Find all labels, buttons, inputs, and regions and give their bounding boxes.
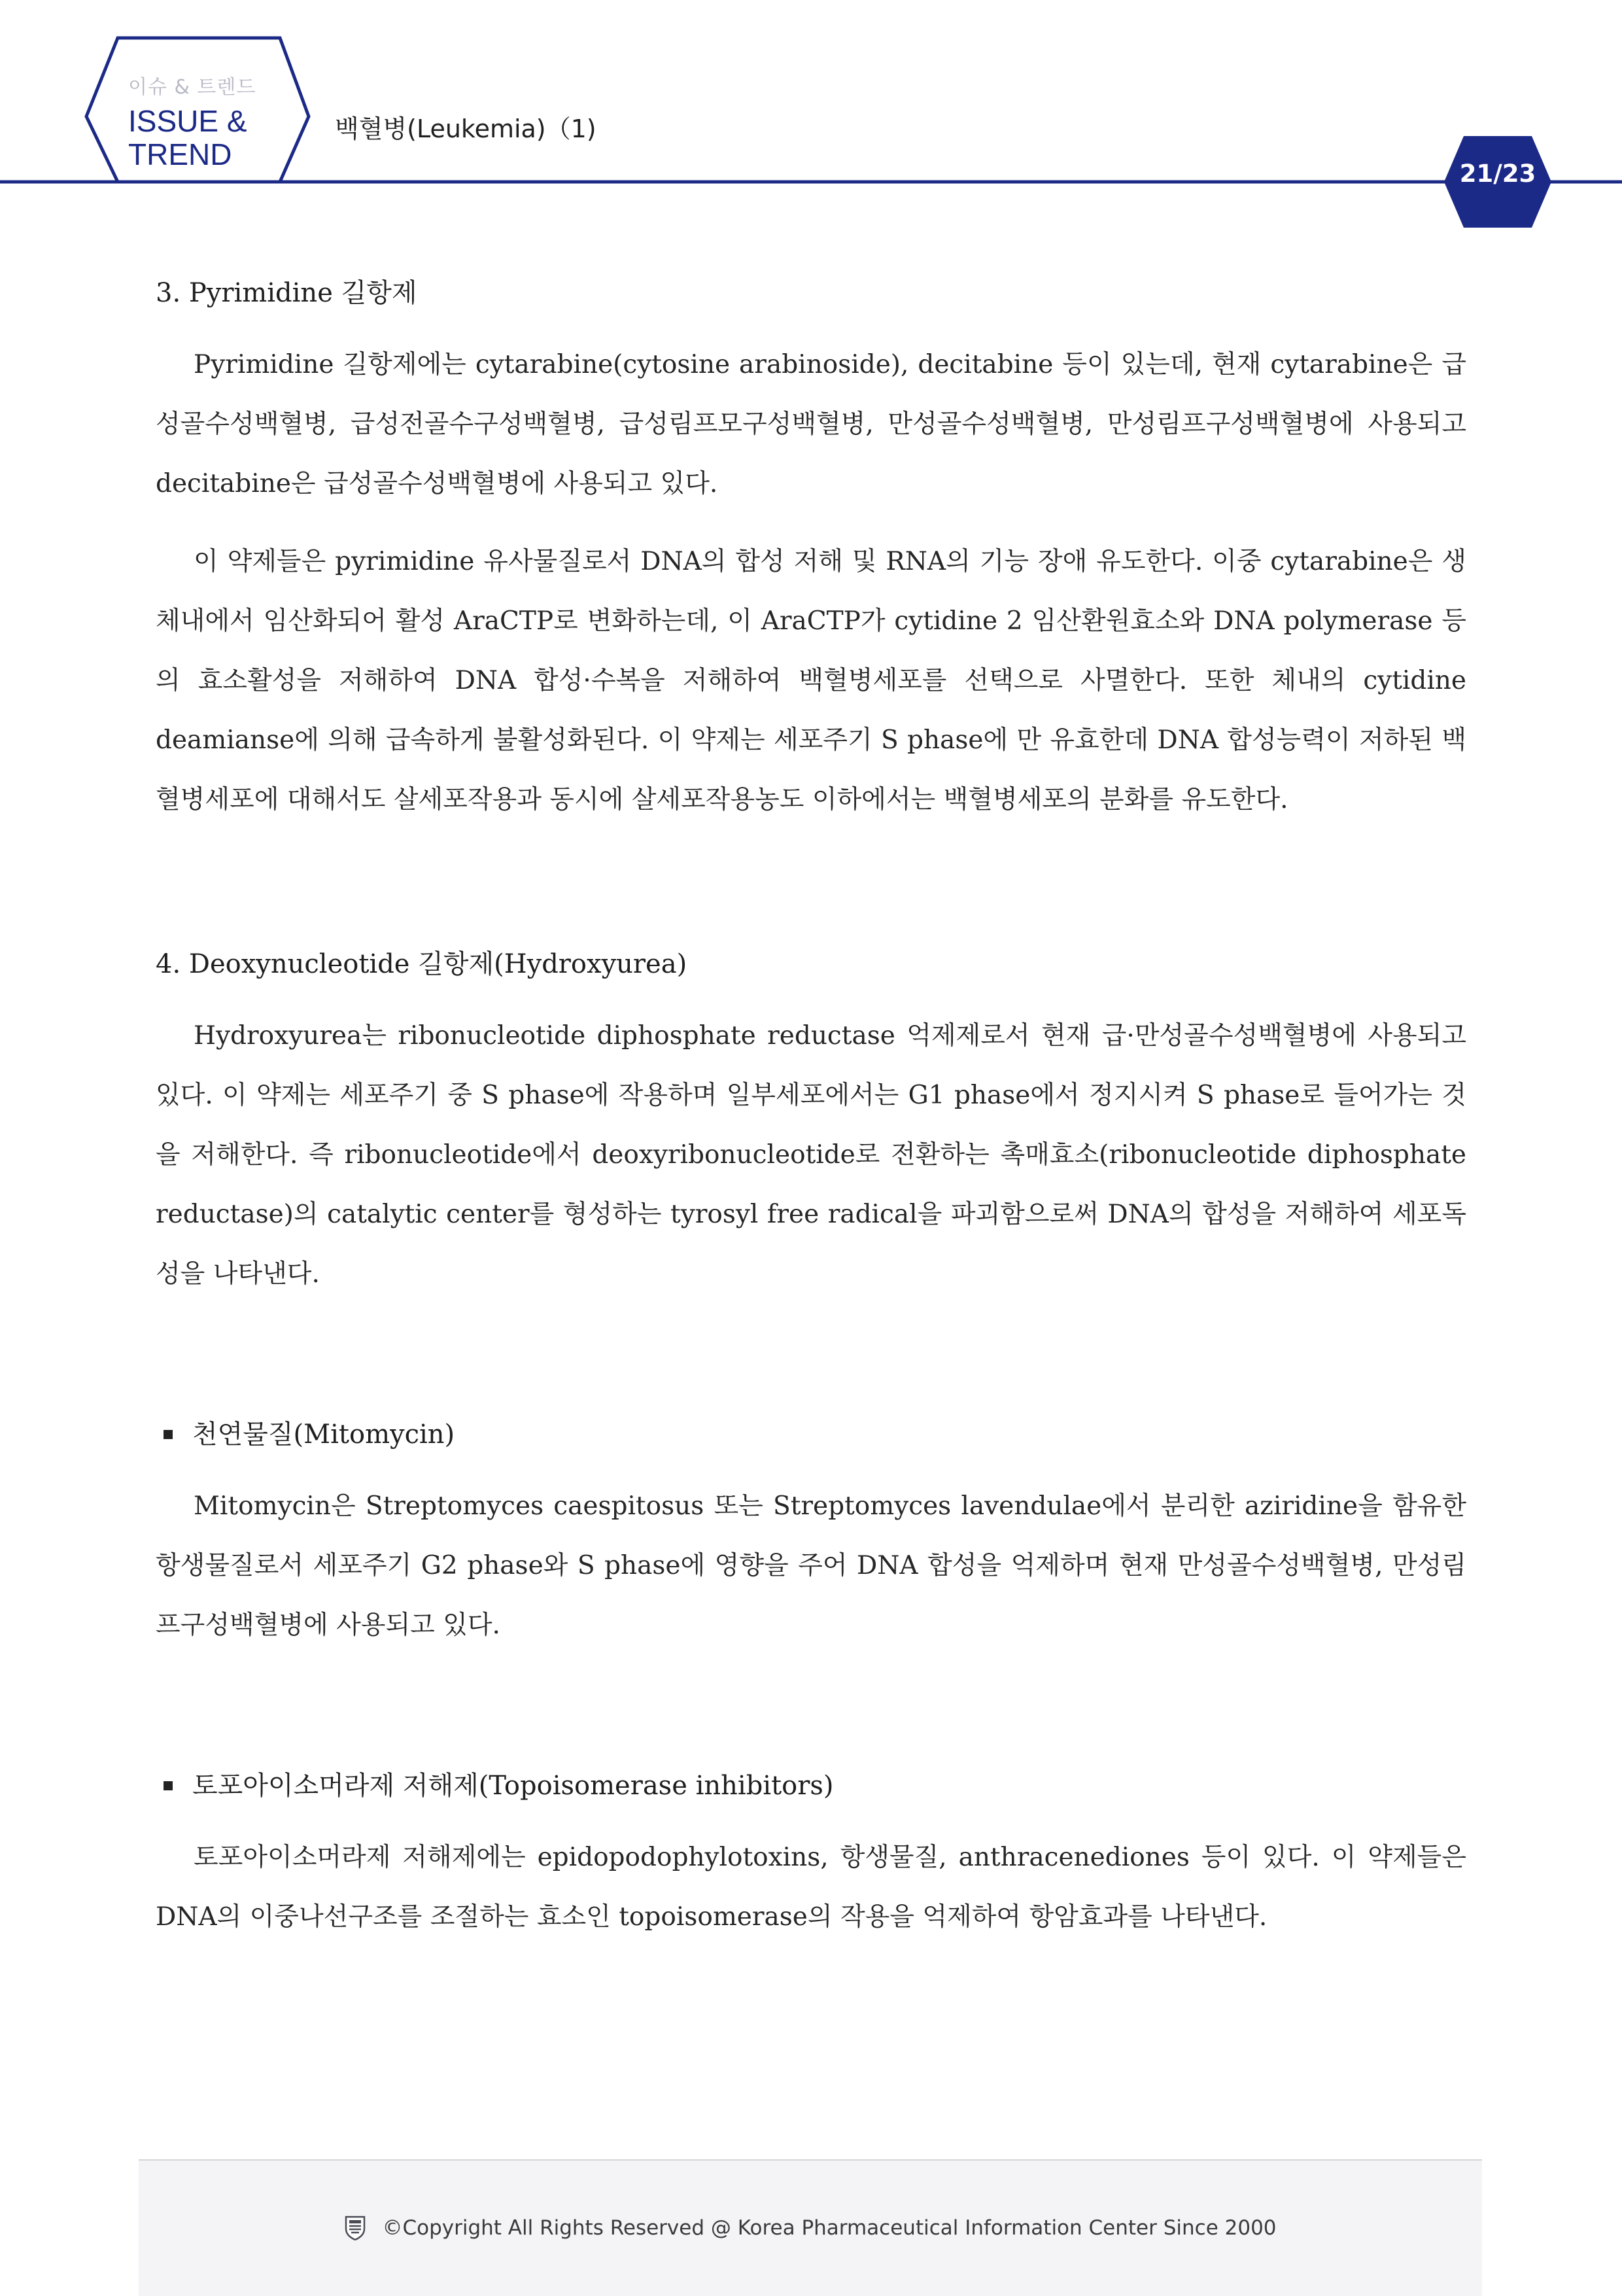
document-title: 백혈병(Leukemia)（1) (335, 114, 596, 143)
badge-title-line1: ISSUE & (128, 104, 247, 138)
page-number: 21/23 (1459, 160, 1536, 188)
paragraph: 토포아이소머라제 저해제에는 epidopodophylotoxins, 항생물질, anthracenediones 등이 있다. 이 약제들은 DNA의 이중나선구조를 조절하는 효소인 topoisomerase의 작용을 억제하여 항암효과를 나타낸다. (156, 1843, 1466, 1932)
section-spacer (156, 1322, 1466, 1415)
badge-title (128, 105, 272, 171)
footer-content (139, 2216, 1482, 2240)
footer (139, 2159, 1482, 2296)
paragraph: Pyrimidine 길항제에는 cytarabine(cytosine arabinoside), decitabine 등이 있는데, 현재 cytarabine은 급성골수성백혈병, 급성전골수구성백혈병, 급성림프모구성백혈병, 만성골수성백혈병, 만성림프구성백혈병에 사용되고 decitabine은 급성골수성백혈병에 사용되고 있다. (156, 350, 1466, 498)
paragraph: Hydroxyurea는 ribonucleotide diphosphate reductase 억제제로서 현재 급·만성골수성백혈병에 사용되고 있다. 이 약제는 세포주기 중 S phase에 작용하며 일부세포에서는 G1 phase에서 정지시켜 S phase로 들어가는 것을 저해한다. 즉 ribonucleotide에서 deoxyribonucleotide로 전환하는 촉매효소(ribonucleotide diphosphate reductase)의 catalytic center를 형성하는 tyrosyl free radical을 파괴함으로써 DNA의 합성을 저해하여 세포독성을 나타낸다. (156, 1021, 1466, 1289)
section-spacer (156, 848, 1466, 945)
section-heading-text: 토포아이소머라제 저해제(Topoisomerase inhibitors) (192, 1771, 834, 1801)
square-bullet-icon (164, 1781, 173, 1790)
section-heading-mitomycin (156, 1415, 1466, 1454)
paragraph: Mitomycin은 Streptomyces caespitosus 또는 Streptomyces lavendulae에서 분리한 aziridine을 함유한 항생물질로서 세포주기 G2 phase와 S phase에 영향을 주어 DNA 합성을 억제하며 현재 만성골수성백혈병, 만성림프구성백혈병에 사용되고 있다. (156, 1491, 1466, 1640)
paragraph: 이 약제들은 pyrimidine 유사물질로서 DNA의 합성 저해 및 RNA의 기능 장애 유도한다. 이중 cytarabine은 생체내에서 임산화되어 활성 AraCTP로 변화하는데, 이 AraCTP가 cytidine 2 임산환원효소와 DNA polymerase 등의 효소활성을 저해하여 DNA 합성·수복을 저해하여 백혈병세포를 선택으로 사멸한다. 또한 체내의 cytidine deamianse에 의해 급속하게 불활성화된다. 이 약제는 세포주기 S phase에 만 유효한데 DNA 합성능력이 저하된 백혈병세포에 대해서도 살세포작용과 동시에 살세포작용농도 이하에서는 백혈병세포의 분화를 유도한다. (156, 547, 1466, 814)
copyright-text: ©Copyright All Rights Reserved @ Korea Pharmaceutical Information Center Since 2000 (382, 2216, 1277, 2240)
badge-title-line2: TREND (128, 137, 232, 171)
section-heading-text: 천연물질(Mitomycin) (192, 1419, 455, 1450)
section-spacer (156, 1673, 1466, 1766)
badge-subtitle: 이슈 & 트렌드 (128, 76, 256, 99)
shield-emblem-icon (344, 2216, 366, 2240)
section-heading-topoisomerase (156, 1766, 1466, 1805)
square-bullet-icon (164, 1430, 173, 1439)
section-heading-deoxynucleotide: 4. Deoxynucleotide 길항제(Hydroxyurea) (156, 949, 687, 979)
document-body (156, 273, 1466, 1965)
section-heading-pyrimidine: 3. Pyrimidine 길항제 (156, 278, 417, 308)
